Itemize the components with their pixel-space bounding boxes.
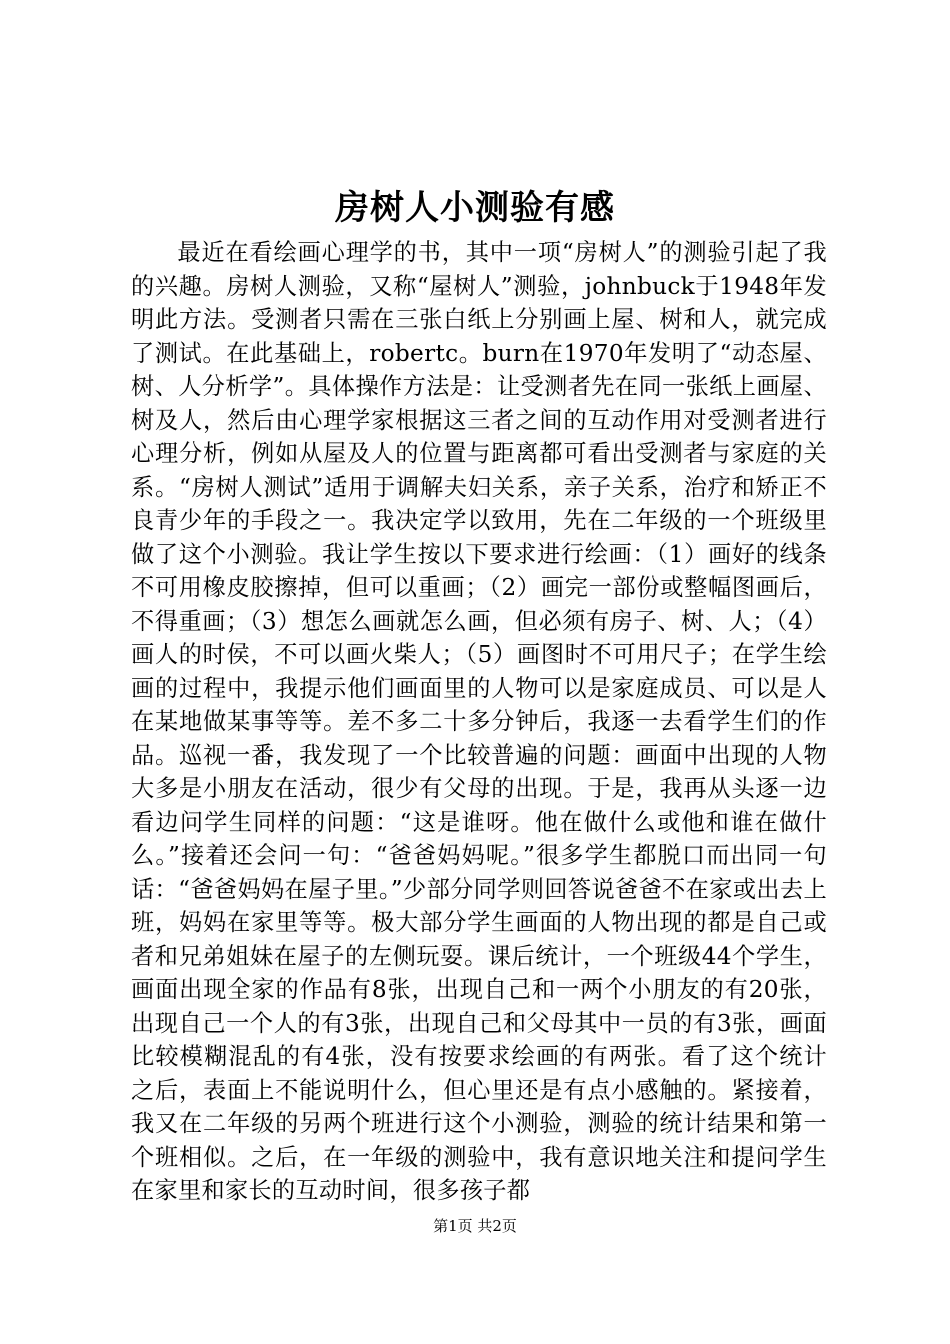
document-title: 房树人小测验有感	[335, 188, 615, 228]
body-paragraph: 最近在看绘画心理学的书，其中一项“房树人”的测验引起了我的兴趣。房树人测验，又称“屋树人”测验，johnbuck于1948年发明此方法。受测者只需在三张白纸上分别画上屋、树和人，就完成了测试。在此基础上，robertc。burn在1970年发明了“动态屋、树、人分析学”。具体操作方法是：让受测者先在同一张纸上画屋、树及人，然后由心理学家根据这三者之间的互动作用对受测者进行心理分析，例如从屋及人的位置与距离都可看出受测者与家庭的关系。“房树人测试”适用于调解夫妇关系，亲子关系，治疗和矫正不良青少年的手段之一。我决定学以致用，先在二年级的一个班级里做了这个小测验。我让学生按以下要求进行绘画：（1）画好的线条不可用橡皮胶擦掉，但可以重画；（2）画完一部份或整幅图画后，不得重画；（3）想怎么画就怎么画，但必须有房子、树、人；（4）画人的时侯，不可以画火柴人；（5）画图时不可用尺子；在学生绘画的过程中，我提示他们画面里的人物可以是家庭成员、可以是人在某地做某事等等。差不多二十多分钟后，我逐一去看学生们的作品。巡视一番，我发现了一个比较普遍的问题：画面中出现的人物大多是小朋友在活动，很少有父母的出现。于是，我再从头逐一边看边问学生同样的问题：“这是谁呀。他在做什么或他和谁在做什么。”接着还会问一句：“爸爸妈妈呢。”很多学生都脱口而出同一句话：“爸爸妈妈在屋子里。”少部分同学则回答说爸爸不在家或出去上班，妈妈在家里等等。极大部分学生画面的人物出现的都是自己或者和兄弟姐妹在屋子的左侧玩耍。课后统计，一个班级44个学生，画面出现全家的作品有8张，出现自己和一两个小朋友的有20张，出现自己一个人的有3张，出现自己和父母其中一员的有3张，画面比较模糊混乱的有4张，没有按要求绘画的有两张。看了这个统计之后，表面上不能说明什么，但心里还是有点小感触的。紧接着，我又在二年级的另两个班进行这个小测验，测验的统计结果和第一个班相似。之后，在一年级的测验中，我有意识地关注和提问学生在家里和家长的互动时间，很多孩子都	[131, 239, 827, 1204]
page-number-footer: 第1页 共2页	[433, 1217, 517, 1235]
